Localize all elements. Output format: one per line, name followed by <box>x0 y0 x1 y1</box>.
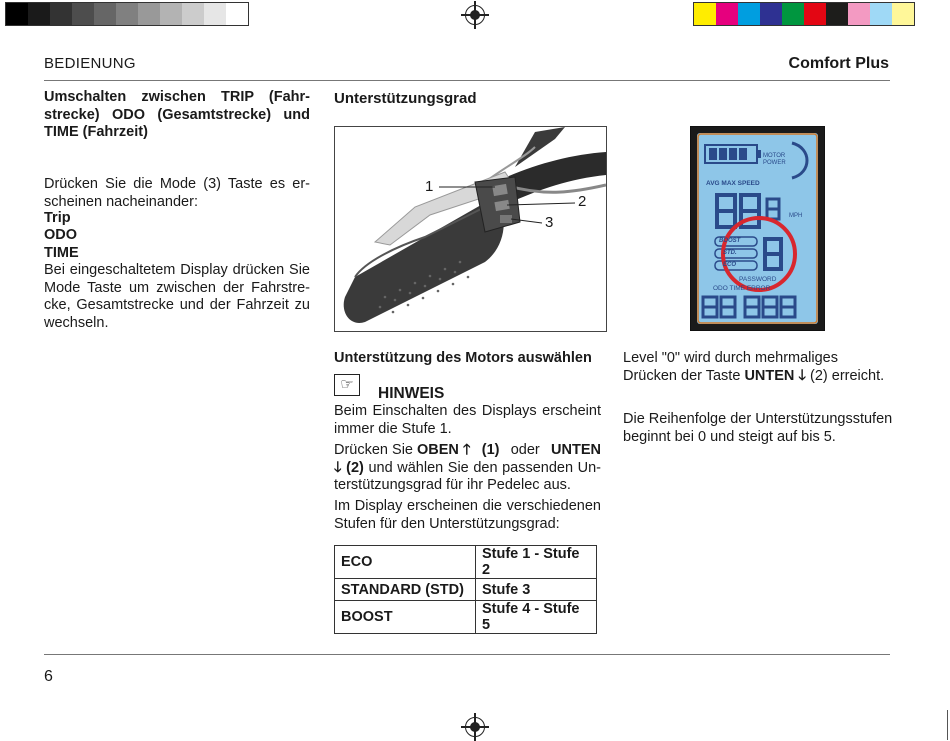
support-level-table <box>334 545 597 634</box>
table-cell: Stufe 1 - Stufe 2 <box>476 546 597 579</box>
footer-rule <box>44 654 890 655</box>
level-zero-text: Level "0" wird durch mehrmaliges Drücken der Taste UNTEN 🡓 (2) erreicht. <box>623 350 885 384</box>
color-swatch <box>892 3 914 25</box>
section-title: BEDIENUNG <box>44 55 136 72</box>
lcd-motor-power: MOTOR POWER <box>763 153 786 166</box>
press-instruction: Drücken Sie OBEN 🡑 (1) oder UNTEN 🡓 (2) und wählen Sie den passenden Un-terstützungsgrad für ihr Pedelec aus. <box>334 442 602 493</box>
color-swatch <box>50 3 72 25</box>
registration-mark-bottom <box>465 717 485 737</box>
lcd-password: PASSWORD <box>739 276 777 283</box>
lcd-speed-label: AVG MAX SPEED <box>706 180 760 187</box>
color-swatch <box>28 3 50 25</box>
color-swatch <box>782 3 804 25</box>
middle-subheading: Unterstützung des Motors auswählen <box>334 350 592 366</box>
lcd-display-figure <box>690 126 825 331</box>
table-cell: STANDARD (STD) <box>335 579 476 601</box>
color-swatch <box>870 3 892 25</box>
lcd-speed-unit: MPH <box>789 213 803 219</box>
color-swatch <box>716 3 738 25</box>
table-row <box>335 546 597 579</box>
lcd-segments <box>697 133 818 324</box>
mode-trip: Trip <box>44 210 71 226</box>
display-text: Im Display erscheinen die verschiedenen Stufen für den Unterstützungsgrad: <box>334 498 601 532</box>
product-title: Comfort Plus <box>788 55 889 72</box>
color-swatch <box>6 3 28 25</box>
left-heading: Umschalten zwischen TRIP (Fahr-strecke) ODO (Gesamtstrecke) und TIME (Fahrzeit) <box>44 89 310 140</box>
crop-mark <box>947 710 948 740</box>
handlebar-illustration <box>335 127 606 331</box>
color-swatch <box>694 3 716 25</box>
table-cell: BOOST <box>335 601 476 634</box>
arrow-down-icon: 🡓 <box>334 459 342 476</box>
page-number: 6 <box>44 668 53 685</box>
color-swatch <box>182 3 204 25</box>
color-swatch <box>226 3 248 25</box>
hint-text: Beim Einschalten des Displays erscheint immer die Stufe 1. <box>334 403 601 437</box>
middle-heading: Unterstützungsgrad <box>334 90 477 107</box>
handlebar-figure <box>334 126 607 332</box>
table-cell: ECO <box>335 546 476 579</box>
gray-calibration-bar <box>5 2 249 26</box>
arrow-down-icon: 🡓 <box>798 367 806 384</box>
header-rule <box>44 80 890 81</box>
color-calibration-bar <box>693 2 915 26</box>
left-paragraph: Bei eingeschaltetem Display drücken Sie Mode Taste um zwischen der Fahrstre-cke, Gesamtstrecke und der Fahrzeit zu wechseln. <box>44 262 310 331</box>
color-swatch <box>760 3 782 25</box>
table-row <box>335 601 597 634</box>
color-swatch <box>138 3 160 25</box>
callout-1: 1 <box>425 178 434 195</box>
arrow-up-icon: 🡑 <box>462 442 471 458</box>
table-cell: Stufe 3 <box>476 579 597 601</box>
callout-2: 2 <box>578 193 587 210</box>
lcd-level-boost: BOOST <box>719 238 741 244</box>
lcd-level-eco: ECO <box>723 262 737 268</box>
table-cell: Stufe 4 - Stufe 5 <box>476 601 597 634</box>
pointing-hand-icon: ☞ <box>334 374 360 396</box>
hint-title: HINWEIS <box>378 385 445 402</box>
left-intro: Drücken Sie die Mode (3) Taste es er-scheinen nacheinander: <box>44 176 310 210</box>
color-swatch <box>94 3 116 25</box>
table-row <box>335 579 597 601</box>
lcd-screen <box>697 133 818 324</box>
color-swatch <box>848 3 870 25</box>
color-swatch <box>72 3 94 25</box>
order-text: Die Reihenfolge der Unterstützungsstufen beginnt bei 0 und steigt auf bis 5. <box>623 411 893 445</box>
color-swatch <box>116 3 138 25</box>
lcd-level-std: STD. <box>723 250 737 256</box>
color-swatch <box>160 3 182 25</box>
registration-mark-top <box>465 5 485 25</box>
color-swatch <box>204 3 226 25</box>
mode-time: TIME <box>44 245 79 261</box>
color-swatch <box>804 3 826 25</box>
lcd-bottom-label: ODO TIME ERROR <box>713 285 771 292</box>
mode-odo: ODO <box>44 227 78 243</box>
color-swatch <box>826 3 848 25</box>
color-swatch <box>738 3 760 25</box>
callout-3: 3 <box>545 214 554 231</box>
